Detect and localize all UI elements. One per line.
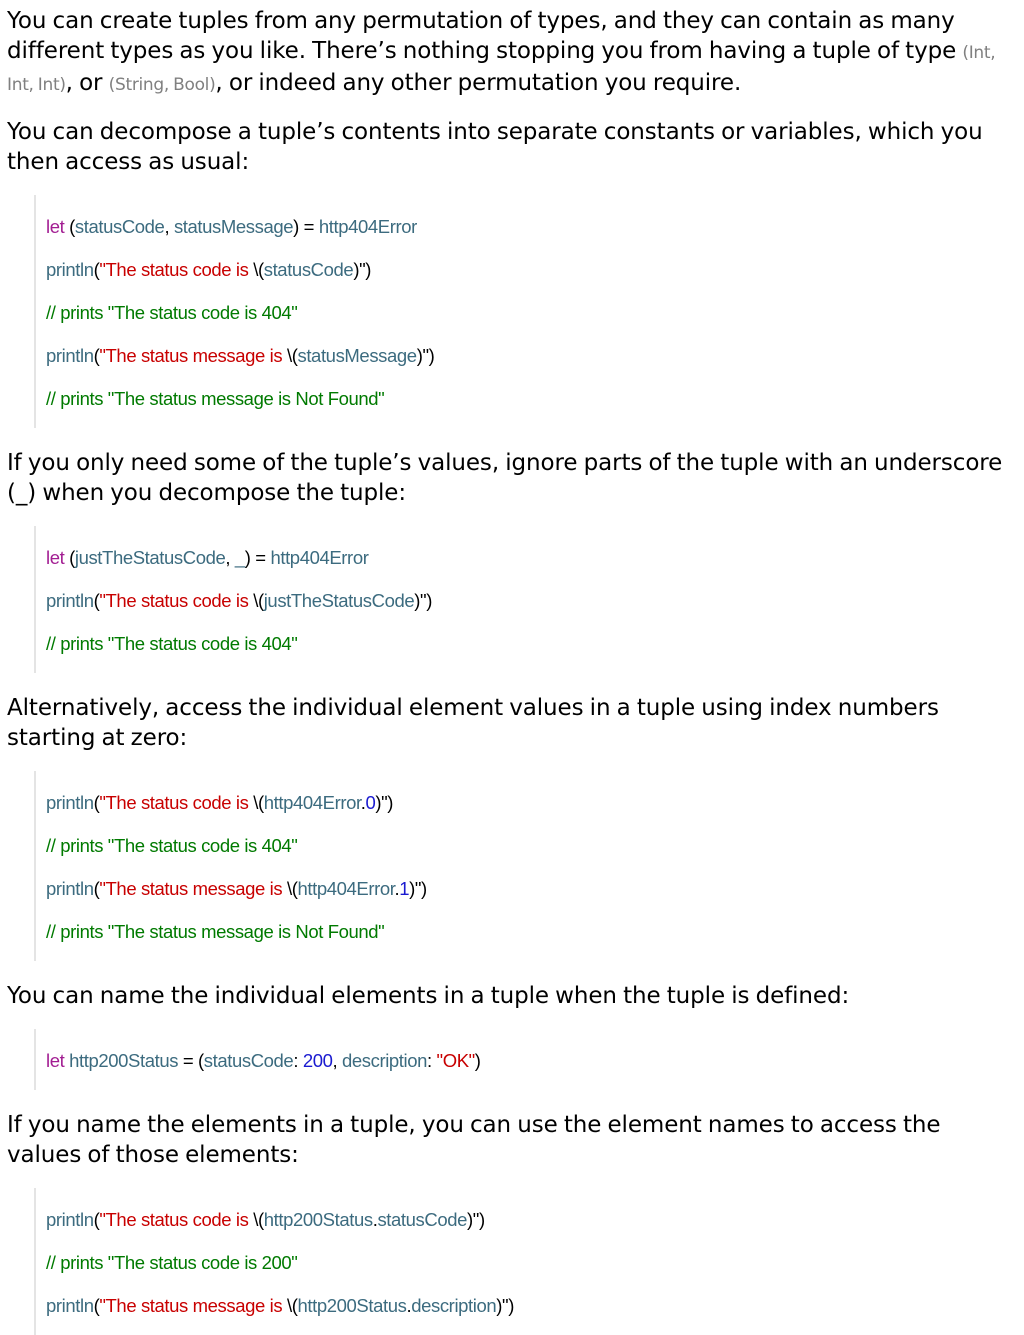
code-line: [46, 248, 1018, 291]
punctuation: (: [93, 878, 100, 899]
punctuation: .: [394, 878, 400, 899]
punctuation: ,: [164, 216, 174, 237]
function-name: println: [46, 259, 94, 280]
paragraph-named-elements: You can name the individual elements in a tuple when the tuple is defined:: [7, 983, 850, 1009]
string-literal: "The status message is: [99, 878, 287, 899]
punctuation: ,: [225, 547, 235, 568]
identifier: statusCode: [203, 1050, 294, 1071]
code-line: [46, 1198, 1018, 1241]
punctuation: ,: [332, 1050, 342, 1071]
punctuation: (: [93, 1209, 100, 1230]
code-comment: // prints "The status code is 200": [46, 1252, 298, 1273]
number-literal: 200: [302, 1050, 333, 1071]
inline-code-int-tuple: (Int, Int, Int): [7, 43, 996, 95]
punctuation: )"): [416, 345, 435, 366]
identifier: http404Error: [297, 878, 395, 899]
code-comment: // prints "The status message is Not Found": [46, 388, 385, 409]
punctuation: (: [93, 590, 100, 611]
punctuation: (: [93, 259, 100, 280]
function-name: println: [46, 878, 94, 899]
punctuation: )"): [375, 792, 394, 813]
punctuation: (: [93, 345, 100, 366]
code-line: [46, 536, 1018, 579]
string-literal: "The status message is: [99, 345, 287, 366]
identifier: http200Status: [297, 1295, 407, 1316]
paragraph-text: , or: [65, 70, 109, 96]
punctuation: .: [406, 1295, 412, 1316]
identifier: statusCode: [377, 1209, 468, 1230]
identifier: justTheStatusCode: [74, 547, 226, 568]
code-line: [46, 334, 1018, 377]
code-comment: // prints "The status code is 404": [46, 835, 298, 856]
code-comment: // prints "The status code is 404": [46, 633, 298, 654]
code-line: [46, 1284, 1018, 1327]
paragraph-decompose: You can decompose a tuple’s contents into separate constants or variables, which you then access as usual:: [7, 119, 983, 175]
keyword: let: [46, 547, 65, 568]
code-comment: // prints "The status message is Not Found": [46, 921, 385, 942]
code-block-named-access: [34, 1188, 1018, 1335]
inline-code-string-bool-tuple: (String, Bool): [108, 75, 216, 95]
function-name: println: [46, 1209, 94, 1230]
punctuation: \(: [253, 1209, 264, 1230]
paragraph-tuple-types: [7, 6, 1018, 100]
code-block-underscore: [34, 526, 1018, 673]
code-line: [46, 781, 1018, 824]
identifier: statusMessage: [297, 345, 417, 366]
string-literal: "The status code is: [99, 792, 254, 813]
punctuation: \(: [253, 792, 264, 813]
identifier: http404Error: [270, 547, 369, 568]
identifier: justTheStatusCode: [263, 590, 415, 611]
code-block-named-tuple: [34, 1029, 1018, 1090]
code-line: [46, 867, 1018, 910]
paragraph-underscore: If you only need some of the tuple’s values, ignore parts of the tuple with an underscore (_) when you decompose the tuple:: [7, 450, 1003, 506]
string-literal: "The status code is: [99, 259, 254, 280]
keyword: let: [46, 216, 65, 237]
punctuation: (: [64, 216, 75, 237]
string-literal: "The status code is: [99, 1209, 254, 1230]
function-name: println: [46, 590, 94, 611]
punctuation: ): [474, 1050, 481, 1071]
punctuation: \(: [286, 345, 298, 366]
punctuation: :: [293, 1050, 303, 1071]
punctuation: :: [427, 1050, 437, 1071]
identifier: http404Error: [318, 216, 417, 237]
punctuation: = (: [178, 1050, 204, 1071]
identifier: statusCode: [263, 259, 354, 280]
punctuation: \(: [253, 259, 264, 280]
function-name: println: [46, 345, 94, 366]
code-block-index-access: [34, 771, 1018, 961]
keyword: let: [46, 1050, 65, 1071]
punctuation: )"): [467, 1209, 485, 1230]
function-name: println: [46, 792, 94, 813]
paragraph-text: You can create tuples from any permutation of types, and they can contain as many different types as you like. There’s nothing stopping you from having a tuple of type: [7, 8, 963, 64]
paragraph-index-access: Alternatively, access the individual element values in a tuple using index numbers starting at zero:: [7, 695, 939, 751]
identifier: statusCode: [74, 216, 165, 237]
identifier: _: [234, 547, 245, 568]
code-line: [46, 579, 1018, 622]
number-literal: 0: [365, 792, 376, 813]
paragraph-text: , or indeed any other permutation you require.: [215, 70, 742, 96]
punctuation: \(: [286, 1295, 298, 1316]
string-literal: "The status code is: [99, 590, 254, 611]
punctuation: )"): [409, 878, 427, 899]
code-block-decompose: [34, 195, 1018, 428]
punctuation: (: [64, 547, 75, 568]
code-comment: // prints "The status code is 404": [46, 302, 298, 323]
identifier: description: [411, 1295, 497, 1316]
punctuation: (: [93, 1295, 100, 1316]
punctuation: .: [372, 1209, 378, 1230]
number-literal: 1: [399, 878, 410, 899]
string-literal: "OK": [436, 1050, 475, 1071]
punctuation: \(: [286, 878, 298, 899]
punctuation: (: [93, 792, 100, 813]
code-line: [46, 205, 1018, 248]
code-line: [46, 1039, 1018, 1082]
punctuation: )"): [414, 590, 432, 611]
identifier: statusMessage: [173, 216, 294, 237]
punctuation: ) =: [293, 216, 319, 237]
identifier: http404Error: [263, 792, 361, 813]
punctuation: )"): [496, 1295, 514, 1316]
string-literal: "The status message is: [99, 1295, 287, 1316]
identifier: description: [341, 1050, 428, 1071]
identifier: http200Status: [263, 1209, 373, 1230]
paragraph-element-names-access: If you name the elements in a tuple, you can use the element names to access the values of those elements:: [7, 1112, 941, 1168]
identifier: http200Status: [69, 1050, 179, 1071]
punctuation: \(: [253, 590, 264, 611]
function-name: println: [46, 1295, 94, 1316]
punctuation: .: [360, 792, 366, 813]
punctuation: ) =: [244, 547, 271, 568]
punctuation: )"): [353, 259, 372, 280]
